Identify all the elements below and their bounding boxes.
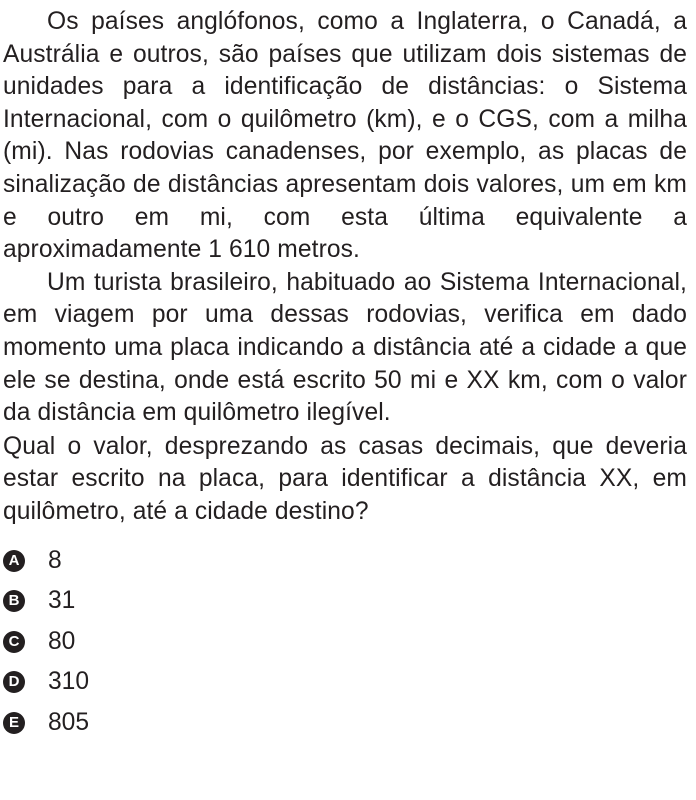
option-letter-badge: D <box>3 671 25 693</box>
option-text: 805 <box>48 708 90 736</box>
option-c[interactable] <box>3 622 687 663</box>
option-text: 8 <box>48 546 62 574</box>
option-text: 80 <box>48 627 76 655</box>
question-stem: Qual o valor, desprezando as casas decimais, que deveria estar escrito na placa, para identificar a distância XX, em quilômetro, até a cidade destino? <box>3 432 687 525</box>
option-letter-badge: A <box>3 550 25 572</box>
option-b[interactable] <box>3 581 687 622</box>
option-text: 31 <box>48 587 76 615</box>
answer-options <box>3 541 687 744</box>
option-a[interactable] <box>3 541 687 582</box>
context-paragraph-2: Um turista brasileiro, habituado ao Sistema Internacional, em viagem por uma dessas rodovias, verifica em dado momento uma placa indicando a distância até a cidade a que ele se destina, onde está escrito 50 mi e XX km, com o valor da distância em quilômetro ilegível. <box>3 268 687 427</box>
option-letter-badge: C <box>3 631 25 653</box>
context-paragraph-1: Os países anglófonos, como a Inglaterra, o Canadá, a Austrália e outros, são países que utilizam dois sistemas de unidades para a identificação de distâncias: o Sistema Internacional, com o quilômetro (km), e o CGS, com a milha (mi). Nas rodovias canadenses, por exemplo, as placas de sinalização de distâncias apresentam dois valores, um em km e outro em mi, com esta última equivalente a aproximadamente 1 610 metros. <box>3 8 687 264</box>
option-text: 310 <box>48 668 90 696</box>
option-letter-badge: B <box>3 590 25 612</box>
option-d[interactable] <box>3 662 687 703</box>
option-e[interactable] <box>3 703 687 744</box>
option-letter-badge: E <box>3 712 25 734</box>
